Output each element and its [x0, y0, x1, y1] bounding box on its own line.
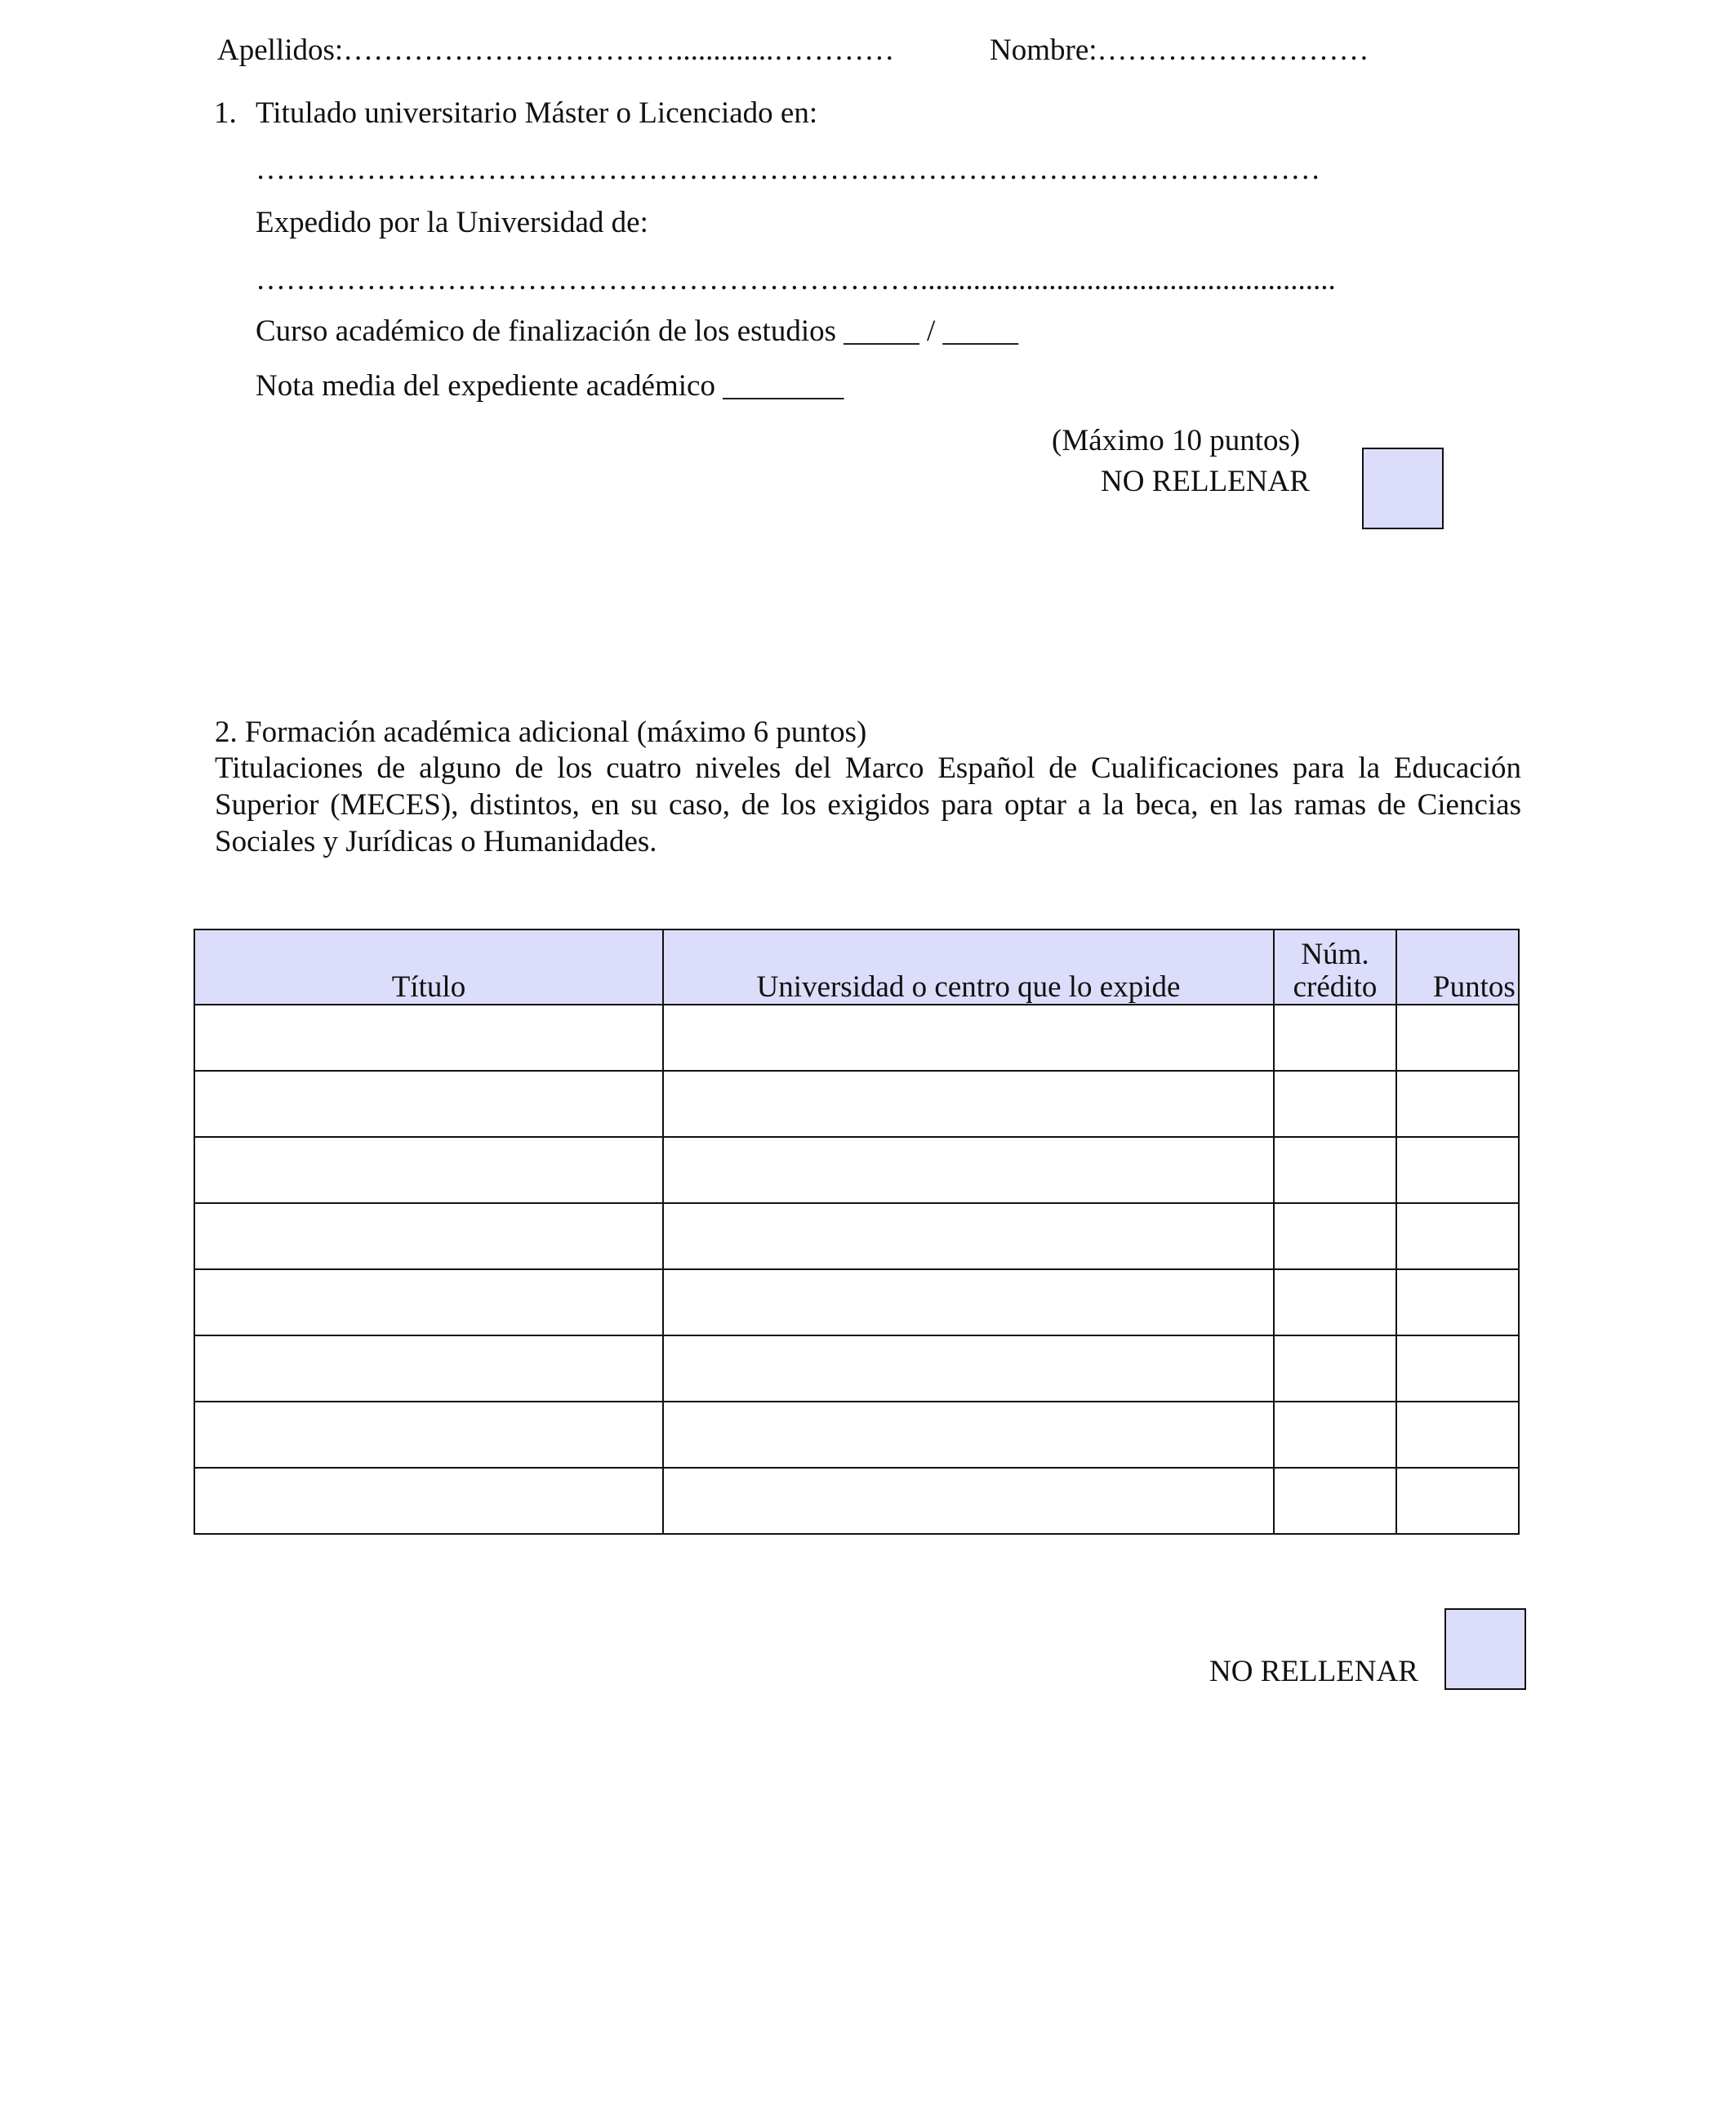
nombre-field[interactable]: Nombre:………………………: [990, 33, 1369, 67]
nota-media-field[interactable]: Nota media del expediente académico ________: [256, 369, 844, 403]
cell-puntos[interactable]: [1396, 1203, 1519, 1269]
no-rellenar-label-1: NO RELLENAR: [1101, 465, 1310, 498]
cell-universidad[interactable]: [663, 1137, 1274, 1203]
cell-puntos[interactable]: [1396, 1071, 1519, 1137]
cell-titulo[interactable]: [194, 1203, 663, 1269]
table-row: [194, 1269, 1519, 1335]
titulacion-field[interactable]: ……………………………………………………….……………………………………: [256, 153, 1321, 186]
table-row: [194, 1468, 1519, 1534]
cell-universidad[interactable]: [663, 1203, 1274, 1269]
header-creditos-line2: crédito: [1293, 970, 1378, 1004]
section1-number: 1.: [214, 96, 237, 130]
header-universidad: Universidad o centro que lo expide: [663, 929, 1274, 1005]
cell-puntos[interactable]: [1396, 1137, 1519, 1203]
cell-creditos[interactable]: [1274, 1137, 1396, 1203]
cell-titulo[interactable]: [194, 1402, 663, 1468]
cell-puntos[interactable]: [1396, 1468, 1519, 1534]
no-rellenar-box-1: [1362, 448, 1444, 529]
cell-titulo[interactable]: [194, 1269, 663, 1335]
cell-titulo[interactable]: [194, 1071, 663, 1137]
cell-universidad[interactable]: [663, 1071, 1274, 1137]
curso-academico-field[interactable]: Curso académico de finalización de los estudios _____ / _____: [256, 314, 1019, 348]
apellidos-field[interactable]: Apellidos:…………………………….............…………: [217, 33, 895, 67]
no-rellenar-label-2: NO RELLENAR: [1209, 1655, 1418, 1688]
cell-creditos[interactable]: [1274, 1335, 1396, 1402]
cell-universidad[interactable]: [663, 1468, 1274, 1534]
cell-universidad[interactable]: [663, 1005, 1274, 1071]
cell-universidad[interactable]: [663, 1269, 1274, 1335]
cell-puntos[interactable]: [1396, 1335, 1519, 1402]
table-row: [194, 1137, 1519, 1203]
cell-titulo[interactable]: [194, 1005, 663, 1071]
universidad-field[interactable]: ………………………………………………………….......................................................: [256, 263, 1336, 296]
cell-titulo[interactable]: [194, 1468, 663, 1534]
cell-creditos[interactable]: [1274, 1402, 1396, 1468]
header-titulo: Título: [194, 929, 663, 1005]
cell-creditos[interactable]: [1274, 1203, 1396, 1269]
cell-puntos[interactable]: [1396, 1269, 1519, 1335]
cell-titulo[interactable]: [194, 1137, 663, 1203]
table-row: [194, 1335, 1519, 1402]
header-creditos: [1274, 929, 1396, 1005]
section1-label: Titulado universitario Máster o Licenciado en:: [256, 96, 818, 130]
no-rellenar-box-2: [1444, 1608, 1526, 1690]
expedido-label: Expedido por la Universidad de:: [256, 206, 648, 239]
cell-creditos[interactable]: [1274, 1269, 1396, 1335]
cell-creditos[interactable]: [1274, 1071, 1396, 1137]
header-creditos-line1: Núm.: [1301, 938, 1369, 971]
formacion-table: [194, 929, 1520, 1535]
table-row: [194, 1402, 1519, 1468]
table-row: [194, 1071, 1519, 1137]
table-row: [194, 1203, 1519, 1269]
maximo-puntos-label: (Máximo 10 puntos): [1052, 424, 1301, 457]
table-header-row: [194, 929, 1519, 1005]
cell-puntos[interactable]: [1396, 1005, 1519, 1071]
section2-description: Titulaciones de alguno de los cuatro niveles del Marco Español de Cualificaciones para la Educación Superior (MECES), distintos, en su caso, de los exigidos para optar a la beca, en las ramas de Ciencias Sociales y Jurídicas o Humanidades.: [215, 751, 1521, 858]
cell-titulo[interactable]: [194, 1335, 663, 1402]
cell-creditos[interactable]: [1274, 1468, 1396, 1534]
header-puntos: Puntos: [1396, 929, 1519, 1005]
table-row: [194, 1005, 1519, 1071]
cell-universidad[interactable]: [663, 1402, 1274, 1468]
cell-universidad[interactable]: [663, 1335, 1274, 1402]
cell-puntos[interactable]: [1396, 1402, 1519, 1468]
section2-heading: 2. Formación académica adicional (máximo 6 puntos): [215, 715, 867, 749]
cell-creditos[interactable]: [1274, 1005, 1396, 1071]
